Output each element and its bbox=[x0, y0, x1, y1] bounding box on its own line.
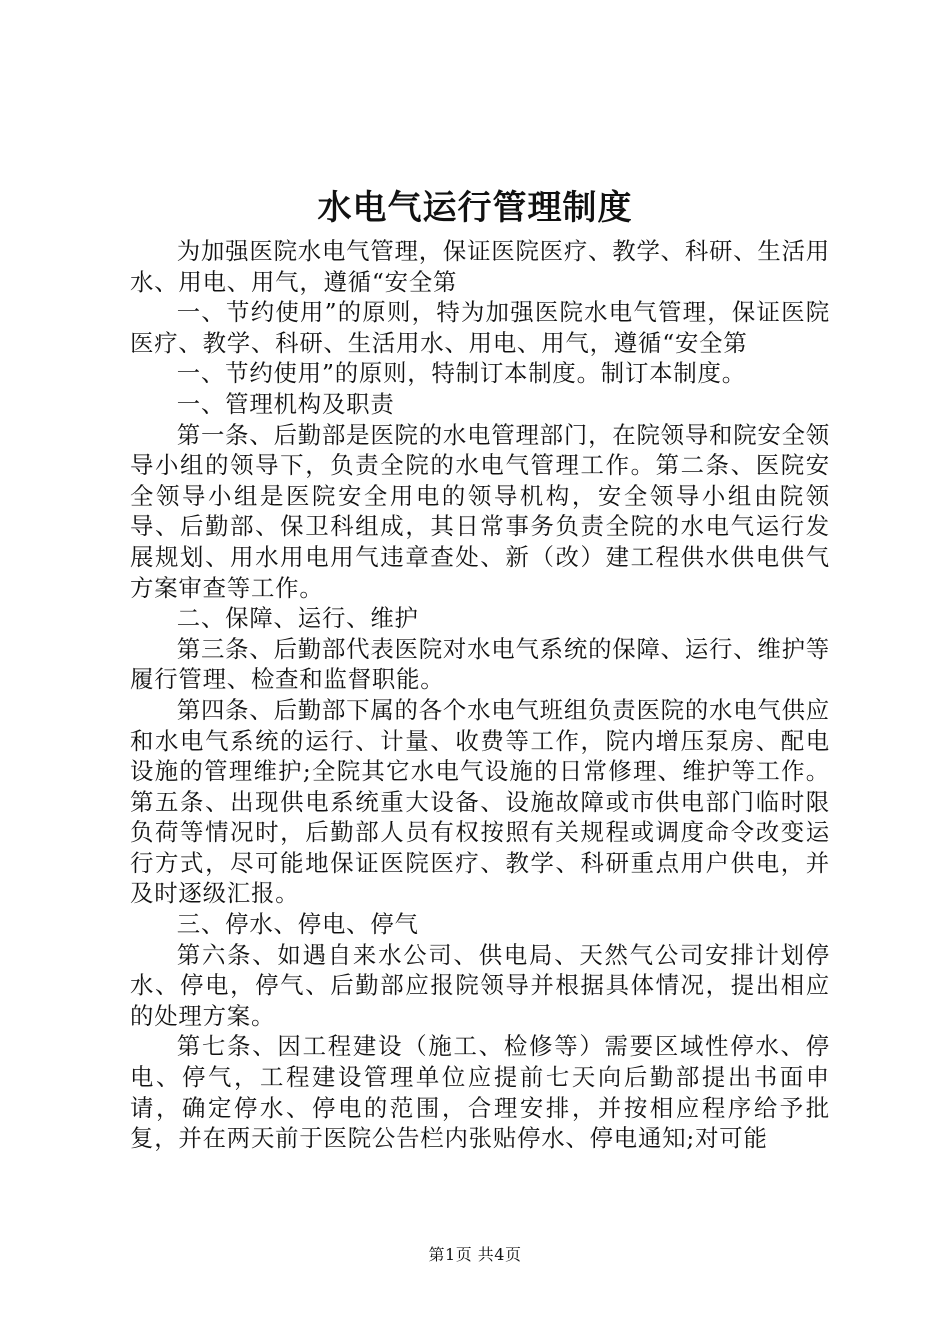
page-number-footer: 第1页 共4页 bbox=[428, 1245, 522, 1264]
section-heading-1: 一、管理机构及职责 bbox=[176, 389, 395, 418]
document-title: 水电气运行管理制度 bbox=[317, 188, 633, 228]
article-1-2: 第一条、后勤部是医院的水电管理部门，在院领导和院安全领导小组的领导下，负责全院的水电气管理工作。第二条、医院安全领导小组是医院安全用电的领导机构，安全领导小组由院领导、后勤部、保卫科组成，其日常事务负责全院的水电气运行发展规划、用水用电用气违章查处、新（改）建工程供水供电供气方案审查等工作。 bbox=[130, 420, 830, 602]
article-6: 第六条、如遇自来水公司、供电局、天然气公司安排计划停水、停电，停气、后勤部应报院领导并根据具体情况，提出相应的处理方案。 bbox=[130, 940, 830, 1030]
article-7: 第七条、因工程建设（施工、检修等）需要区域性停水、停电、停气，工程建设管理单位应提前七天向后勤部提出书面申请，确定停水、停电的范围，合理安排，并按相应程序给予批复，并在两天前于医院公告栏内张贴停水、停电通知;对可能 bbox=[130, 1032, 830, 1153]
article-3: 第三条、后勤部代表医院对水电气系统的保障、运行、维护等履行管理、检查和监督职能。 bbox=[130, 634, 830, 694]
article-4-5: 第四条、后勤部下属的各个水电气班组负责医院的水电气供应和水电气系统的运行、计量、收费等工作，院内增压泵房、配电设施的管理维护;全院其它水电气设施的日常修理、维护等工作。第五条、出现供电系统重大设备、设施故障或市供电部门临时限负荷等情况时，后勤部人员有权按照有关规程或调度命令改变运行方式，尽可能地保证医院医疗、教学、科研重点用户供电，并及时逐级汇报。 bbox=[130, 695, 830, 908]
document-body bbox=[130, 236, 830, 1154]
paragraph-intro-repeat: 一、节约使用”的原则，特为加强医院水电气管理，保证医院医疗、教学、科研、生活用水、用电、用气，遵循“安全第 bbox=[130, 298, 830, 357]
section-heading-2: 二、保障、运行、维护 bbox=[176, 604, 419, 633]
paragraph-intro: 为加强医院水电气管理，保证医院医疗、教学、科研、生活用水、用电、用气，遵循“安全第 bbox=[130, 237, 830, 296]
paragraph-principle: 一、节约使用”的原则，特制订本制度。制订本制度。 bbox=[176, 359, 746, 388]
section-heading-3: 三、停水、停电、停气 bbox=[176, 910, 419, 939]
